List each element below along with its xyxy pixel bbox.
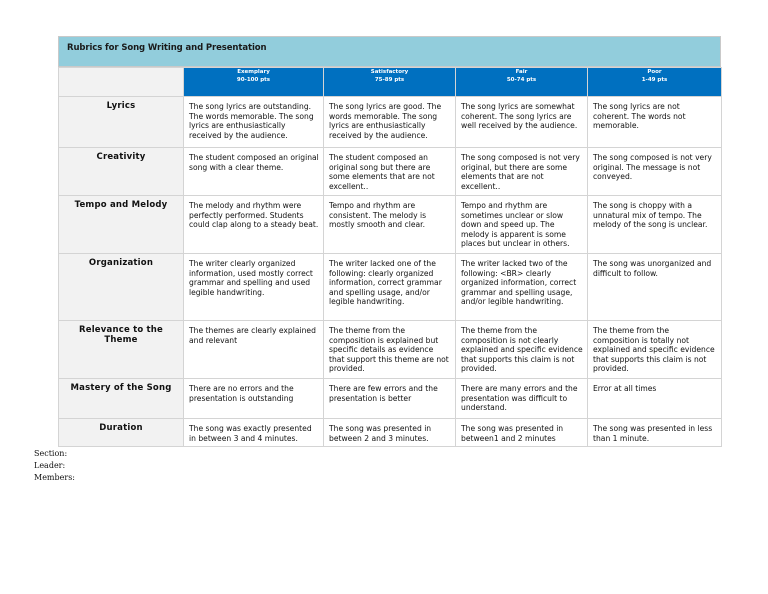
level-header-poor bbox=[588, 68, 722, 97]
rubric-cell: The song lyrics are good. The words memorable. The song lyrics are enthusiastically received by the audience. bbox=[324, 97, 456, 148]
title-bar bbox=[58, 36, 721, 67]
rubric-cell: The song was exactly presented in between 3 and 4 minutes. bbox=[184, 419, 324, 447]
rubric-cell: The student composed an original song with a clear theme. bbox=[184, 148, 324, 196]
criterion-label: Creativity bbox=[59, 148, 184, 196]
criterion-row-creativity bbox=[59, 148, 722, 196]
criterion-label: Organization bbox=[59, 254, 184, 321]
level-name: Exemplary bbox=[237, 69, 270, 75]
criterion-row-duration bbox=[59, 419, 722, 447]
rubric-cell: The song composed is not very original, but there are some elements that are not excellent.. bbox=[456, 148, 588, 196]
level-header-exemplary bbox=[184, 68, 324, 97]
rubric-cell: The writer lacked one of the following: clearly organized information, correct grammar and spelling usage, and/or legible handwriting. bbox=[324, 254, 456, 321]
level-header-satisfactory bbox=[324, 68, 456, 97]
criterion-row-organization bbox=[59, 254, 722, 321]
document-title: Rubrics for Song Writing and Presentation bbox=[67, 43, 267, 53]
rubric-cell: The song was presented in less than 1 minute. bbox=[588, 419, 722, 447]
level-points: 90-100 pts bbox=[236, 77, 271, 83]
rubric-cell: The theme from the composition is totally not explained and specific evidence that supports this claim is not provided. bbox=[588, 321, 722, 379]
level-name: Fair bbox=[515, 69, 528, 75]
rubric-cell: The song composed is not very original. The message is not conveyed. bbox=[588, 148, 722, 196]
rubric-cell: The song was unorganized and difficult to follow. bbox=[588, 254, 722, 321]
rubric-cell: The themes are clearly explained and relevant bbox=[184, 321, 324, 379]
rubric-cell: There are no errors and the presentation is outstanding bbox=[184, 379, 324, 419]
level-points: 1-49 pts bbox=[641, 77, 668, 83]
rubric-cell: Error at all times bbox=[588, 379, 722, 419]
members-label: Members: bbox=[34, 473, 75, 482]
level-name: Poor bbox=[647, 69, 662, 75]
criterion-row-lyrics bbox=[59, 97, 722, 148]
rubric-table bbox=[58, 67, 722, 447]
rubric-cell: The song lyrics are not coherent. The words not memorable. bbox=[588, 97, 722, 148]
criterion-row-tempo-and-melody bbox=[59, 196, 722, 254]
rubric-cell: The song lyrics are outstanding. The words memorable. The song lyrics are enthusiastically received by the audience. bbox=[184, 97, 324, 148]
header-blank-cell bbox=[59, 68, 184, 97]
rubric-cell: There are few errors and the presentation is better bbox=[324, 379, 456, 419]
level-points: 50-74 pts bbox=[506, 77, 537, 83]
rubric-cell: The song lyrics are somewhat coherent. The song lyrics are well received by the audience. bbox=[456, 97, 588, 148]
rubric-cell: The writer lacked two of the following: <BR> clearly organized information, correct grammar and spelling usage, and/or legible handwriting. bbox=[456, 254, 588, 321]
criterion-label: Duration bbox=[59, 419, 184, 447]
group-info-labels bbox=[34, 448, 75, 484]
criterion-row-relevance bbox=[59, 321, 722, 379]
rubric-cell: The theme from the composition is not clearly explained and specific evidence that supports this claim is not provided. bbox=[456, 321, 588, 379]
criterion-label: Tempo and Melody bbox=[59, 196, 184, 254]
rubric-cell: The student composed an original song but there are some elements that are not excellent.. bbox=[324, 148, 456, 196]
rubric-cell: There are many errors and the presentation was difficult to understand. bbox=[456, 379, 588, 419]
rubric-cell: Tempo and rhythm are consistent. The melody is mostly smooth and clear. bbox=[324, 196, 456, 254]
rubric-cell: The song was presented in between 2 and 3 minutes. bbox=[324, 419, 456, 447]
criterion-label: Relevance to the Theme bbox=[59, 321, 184, 379]
leader-label: Leader: bbox=[34, 461, 66, 470]
criterion-label: Mastery of the Song bbox=[59, 379, 184, 419]
rubric-cell: The song is choppy with a unnatural mix of tempo. The melody of the song is unclear. bbox=[588, 196, 722, 254]
rubric-cell: The song was presented in between1 and 2 minutes bbox=[456, 419, 588, 447]
level-points: 75-89 pts bbox=[374, 77, 405, 83]
level-header-fair bbox=[456, 68, 588, 97]
section-label: Section: bbox=[34, 449, 68, 458]
level-name: Satisfactory bbox=[370, 69, 409, 75]
criterion-row-mastery bbox=[59, 379, 722, 419]
rubric-cell: The melody and rhythm were perfectly performed. Students could clap along to a steady beat. bbox=[184, 196, 324, 254]
criterion-label: Lyrics bbox=[59, 97, 184, 148]
rubric-cell: The writer clearly organized information, used mostly correct grammar and spelling and used legible handwriting. bbox=[184, 254, 324, 321]
rubric-cell: The theme from the composition is explained but specific details as evidence that support this theme are not provided. bbox=[324, 321, 456, 379]
header-row bbox=[59, 68, 722, 97]
rubric-cell: Tempo and rhythm are sometimes unclear or slow down and speed up. The melody is apparent is some places but unclear in others. bbox=[456, 196, 588, 254]
